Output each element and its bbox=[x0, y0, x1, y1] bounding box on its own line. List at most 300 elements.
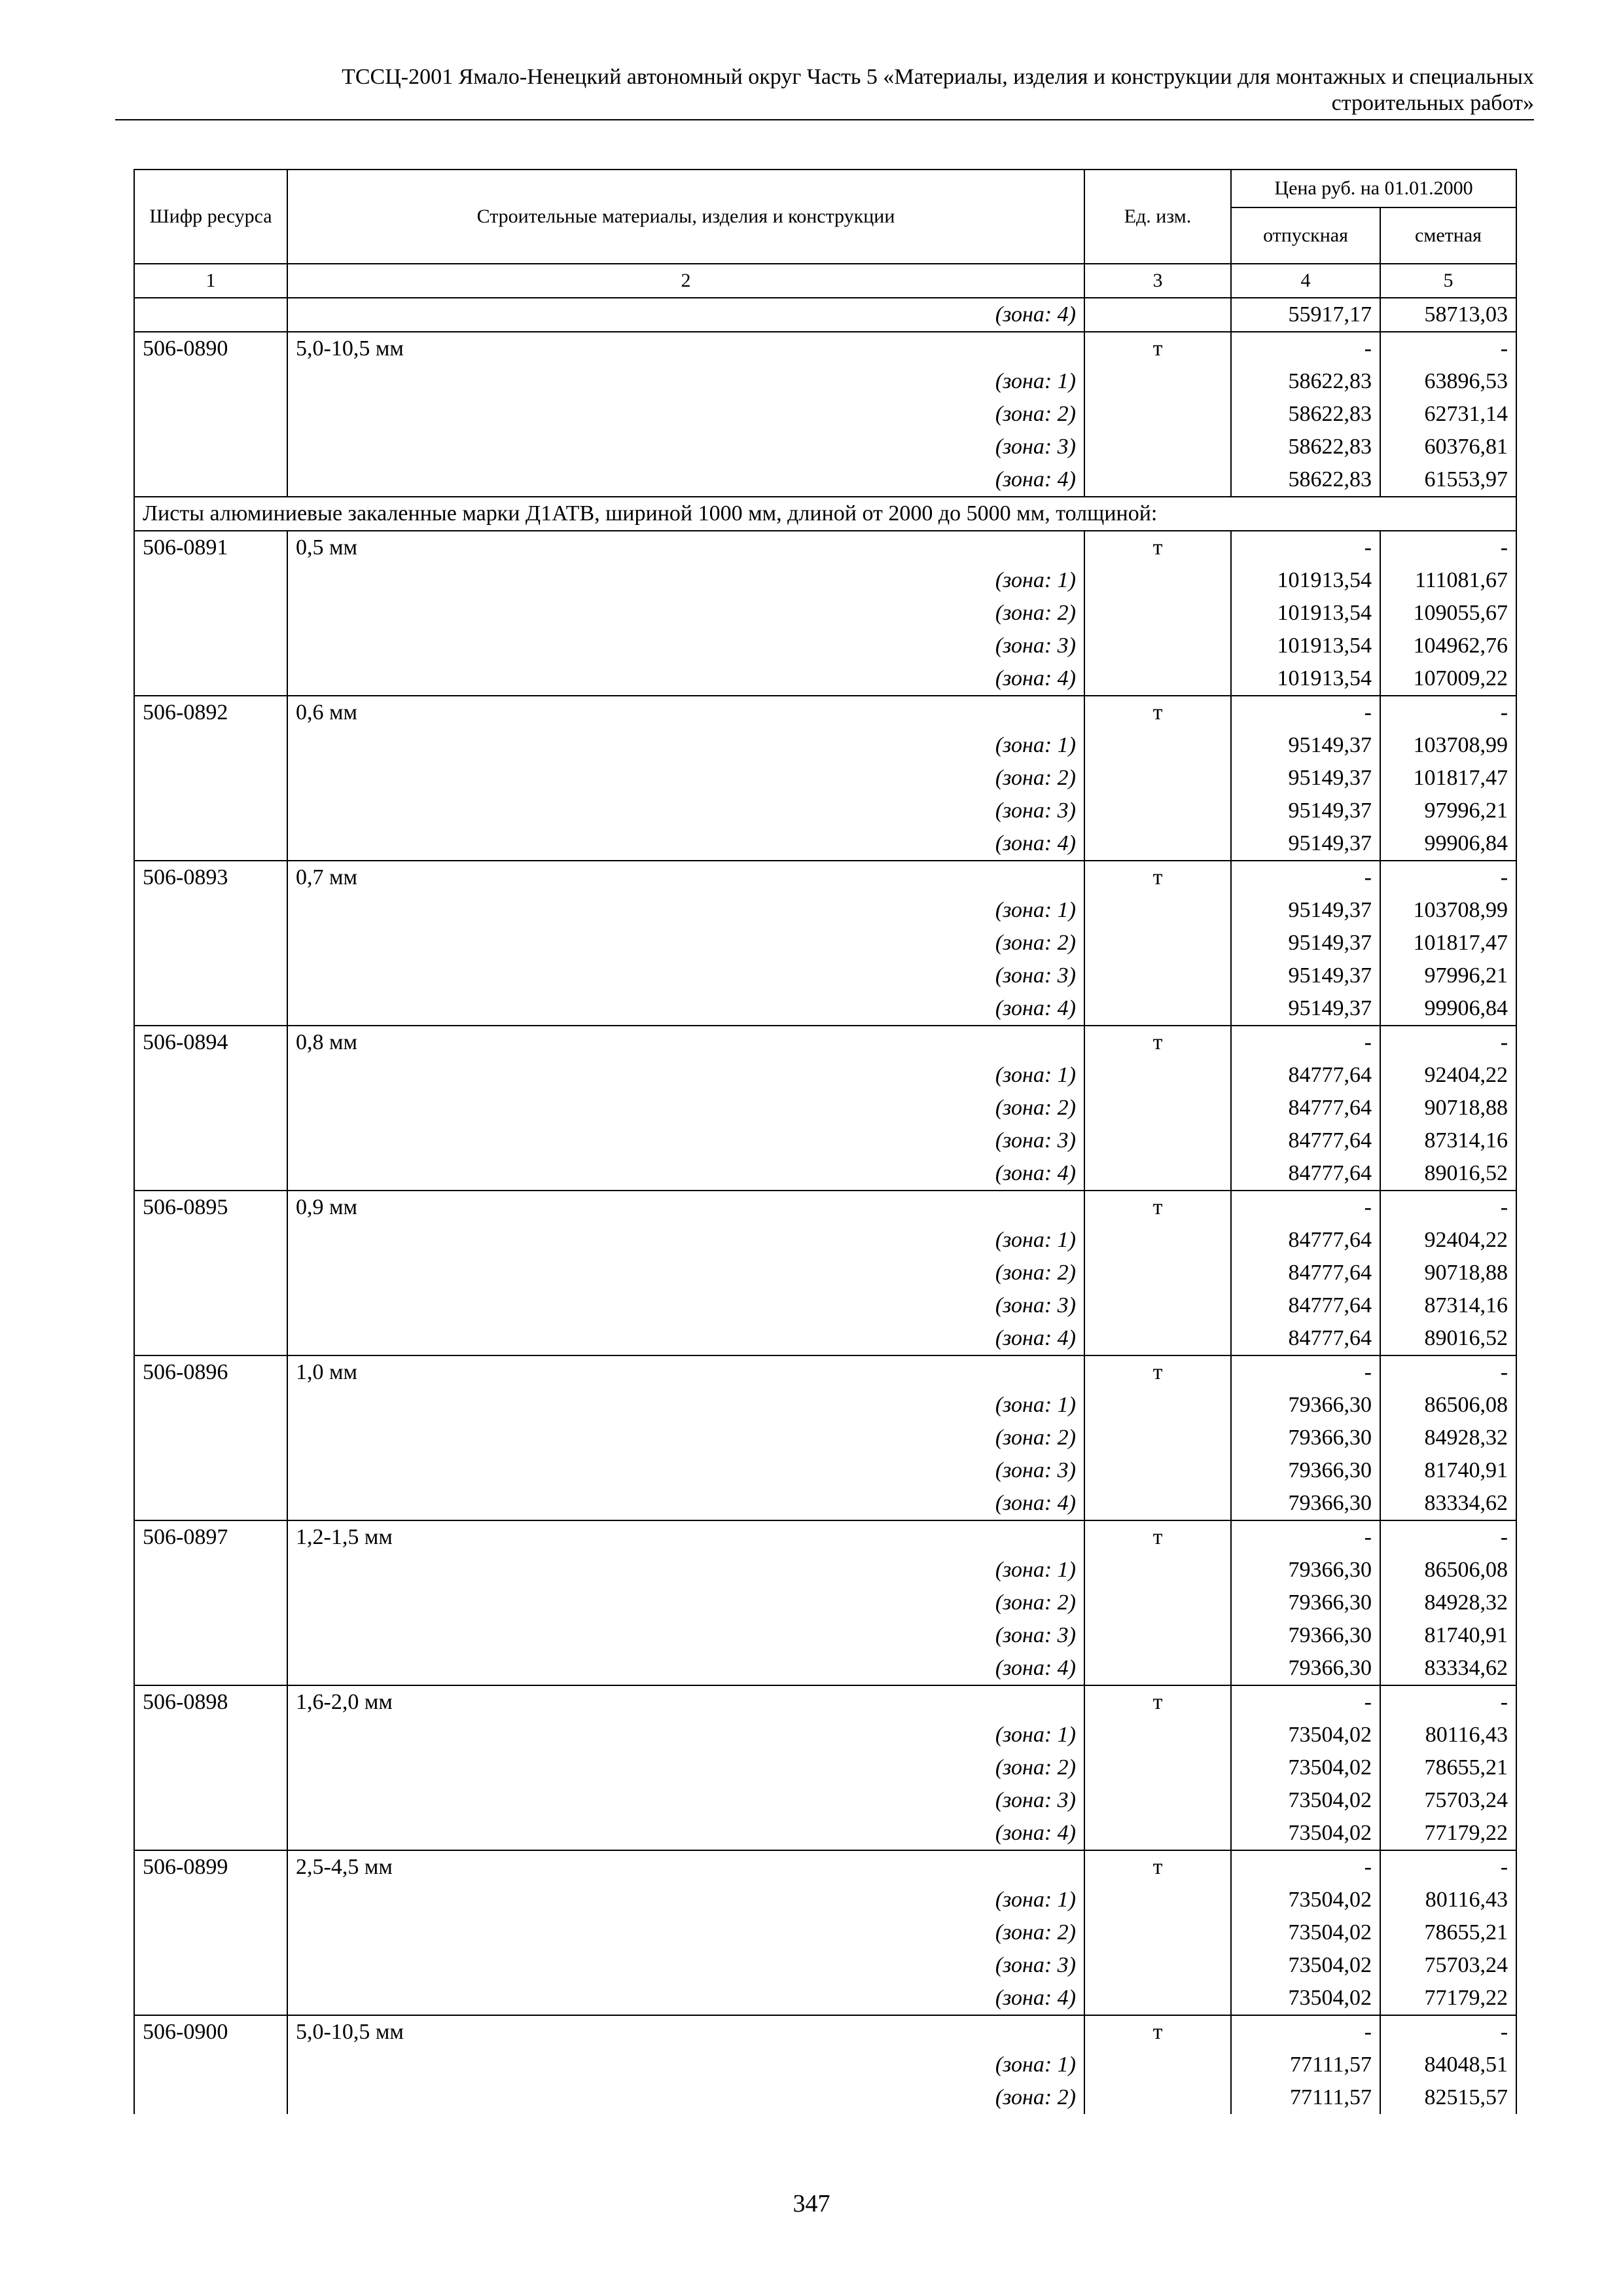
estimate-price: 84928,32 bbox=[1380, 1587, 1516, 1619]
release-price: 73504,02 bbox=[1231, 1884, 1380, 1916]
release-price: 95149,37 bbox=[1231, 795, 1380, 827]
estimate-price: 80116,43 bbox=[1380, 1884, 1516, 1916]
resource-code bbox=[134, 564, 287, 597]
zone-label: (зона: 4) bbox=[287, 1487, 1084, 1520]
estimate-price: 78655,21 bbox=[1380, 1916, 1516, 1949]
unit: т bbox=[1084, 1850, 1231, 1884]
zone-label: (зона: 4) bbox=[287, 662, 1084, 696]
estimate-price: 90718,88 bbox=[1380, 1257, 1516, 1289]
release-price: 73504,02 bbox=[1231, 1784, 1380, 1817]
table-row bbox=[134, 795, 1516, 827]
material-name: 5,0-10,5 мм bbox=[287, 2015, 1084, 2049]
table-row bbox=[134, 1124, 1516, 1157]
resource-code bbox=[134, 1587, 287, 1619]
resource-code bbox=[134, 894, 287, 927]
release-price: 73504,02 bbox=[1231, 1817, 1380, 1850]
estimate-price: - bbox=[1380, 1520, 1516, 1554]
resource-code bbox=[134, 1157, 287, 1191]
price-table bbox=[134, 169, 1517, 2114]
zone-label: (зона: 1) bbox=[287, 729, 1084, 762]
release-price: 58622,83 bbox=[1231, 463, 1380, 497]
zone-label: (зона: 4) bbox=[287, 463, 1084, 497]
unit: т bbox=[1084, 1685, 1231, 1719]
table-row bbox=[134, 1652, 1516, 1685]
zone-label: (зона: 2) bbox=[287, 1257, 1084, 1289]
zone-label: (зона: 1) bbox=[287, 1884, 1084, 1916]
resource-code bbox=[134, 398, 287, 431]
zone-label: (зона: 4) bbox=[287, 1157, 1084, 1191]
zone-label: (зона: 3) bbox=[287, 1124, 1084, 1157]
release-price: - bbox=[1231, 332, 1380, 365]
estimate-price: 104962,76 bbox=[1380, 630, 1516, 662]
release-price: 79366,30 bbox=[1231, 1652, 1380, 1685]
resource-code: 506-0892 bbox=[134, 696, 287, 729]
unit bbox=[1084, 463, 1231, 497]
estimate-price: 87314,16 bbox=[1380, 1124, 1516, 1157]
resource-code bbox=[134, 762, 287, 795]
resource-code: 506-0899 bbox=[134, 1850, 287, 1884]
zone-label: (зона: 4) bbox=[287, 1322, 1084, 1355]
release-price: 79366,30 bbox=[1231, 1554, 1380, 1587]
resource-code bbox=[134, 1619, 287, 1652]
release-price: - bbox=[1231, 1026, 1380, 1059]
release-price: 58622,83 bbox=[1231, 431, 1380, 463]
zone-label: (зона: 1) bbox=[287, 564, 1084, 597]
release-price: 95149,37 bbox=[1231, 992, 1380, 1026]
table-row bbox=[134, 1884, 1516, 1916]
resource-code: 506-0896 bbox=[134, 1355, 287, 1389]
table-row bbox=[134, 1817, 1516, 1850]
release-price: 95149,37 bbox=[1231, 762, 1380, 795]
estimate-price: 84928,32 bbox=[1380, 1422, 1516, 1454]
unit: т bbox=[1084, 1520, 1231, 1554]
resource-code: 506-0900 bbox=[134, 2015, 287, 2049]
zone-label: (зона: 2) bbox=[287, 762, 1084, 795]
material-name: 5,0-10,5 мм bbox=[287, 332, 1084, 365]
unit bbox=[1084, 795, 1231, 827]
table-row bbox=[134, 960, 1516, 992]
material-name: 0,7 мм bbox=[287, 861, 1084, 894]
unit bbox=[1084, 1751, 1231, 1784]
estimate-price: 83334,62 bbox=[1380, 1487, 1516, 1520]
release-price: 58622,83 bbox=[1231, 365, 1380, 398]
table-row bbox=[134, 1355, 1516, 1389]
table-row bbox=[134, 1587, 1516, 1619]
estimate-price: 92404,22 bbox=[1380, 1059, 1516, 1092]
material-name: 0,9 мм bbox=[287, 1191, 1084, 1224]
unit bbox=[1084, 2049, 1231, 2081]
resource-code bbox=[134, 1124, 287, 1157]
release-price: - bbox=[1231, 861, 1380, 894]
estimate-price: 75703,24 bbox=[1380, 1784, 1516, 1817]
unit bbox=[1084, 762, 1231, 795]
estimate-price: 61553,97 bbox=[1380, 463, 1516, 497]
zone-label: (зона: 1) bbox=[287, 894, 1084, 927]
resource-code bbox=[134, 960, 287, 992]
zone-label: (зона: 2) bbox=[287, 1916, 1084, 1949]
resource-code: 506-0898 bbox=[134, 1685, 287, 1719]
resource-code bbox=[134, 1224, 287, 1257]
unit bbox=[1084, 1224, 1231, 1257]
estimate-price: - bbox=[1380, 1685, 1516, 1719]
estimate-price: - bbox=[1380, 2015, 1516, 2049]
section-row bbox=[134, 497, 1516, 531]
unit: т bbox=[1084, 696, 1231, 729]
table-row bbox=[134, 1751, 1516, 1784]
estimate-price: 86506,08 bbox=[1380, 1554, 1516, 1587]
resource-code bbox=[134, 298, 287, 332]
table-row bbox=[134, 1026, 1516, 1059]
zone-label: (зона: 3) bbox=[287, 1289, 1084, 1322]
unit: т bbox=[1084, 2015, 1231, 2049]
unit bbox=[1084, 992, 1231, 1026]
estimate-price: - bbox=[1380, 1850, 1516, 1884]
table-row bbox=[134, 762, 1516, 795]
unit bbox=[1084, 662, 1231, 696]
unit bbox=[1084, 827, 1231, 861]
resource-code bbox=[134, 1982, 287, 2015]
unit: т bbox=[1084, 1355, 1231, 1389]
material-name: 1,0 мм bbox=[287, 1355, 1084, 1389]
estimate-price: 81740,91 bbox=[1380, 1619, 1516, 1652]
estimate-price: - bbox=[1380, 332, 1516, 365]
table-row bbox=[134, 564, 1516, 597]
resource-code bbox=[134, 927, 287, 960]
estimate-price: 97996,21 bbox=[1380, 960, 1516, 992]
table-row bbox=[134, 1784, 1516, 1817]
zone-label: (зона: 3) bbox=[287, 960, 1084, 992]
estimate-price: 80116,43 bbox=[1380, 1719, 1516, 1751]
col-header-unit: Ед. изм. bbox=[1084, 170, 1231, 264]
table-row bbox=[134, 1619, 1516, 1652]
release-price: - bbox=[1231, 1520, 1380, 1554]
release-price: 79366,30 bbox=[1231, 1487, 1380, 1520]
release-price: 95149,37 bbox=[1231, 729, 1380, 762]
table-row bbox=[134, 1685, 1516, 1719]
estimate-price: 78655,21 bbox=[1380, 1751, 1516, 1784]
estimate-price: 99906,84 bbox=[1380, 992, 1516, 1026]
resource-code: 506-0893 bbox=[134, 861, 287, 894]
zone-label: (зона: 4) bbox=[287, 1652, 1084, 1685]
unit bbox=[1084, 2081, 1231, 2114]
resource-code: 506-0890 bbox=[134, 332, 287, 365]
unit bbox=[1084, 1257, 1231, 1289]
release-price: 73504,02 bbox=[1231, 1916, 1380, 1949]
zone-label: (зона: 1) bbox=[287, 1389, 1084, 1422]
unit bbox=[1084, 1784, 1231, 1817]
table-row bbox=[134, 1520, 1516, 1554]
unit: т bbox=[1084, 531, 1231, 564]
release-price: 84777,64 bbox=[1231, 1224, 1380, 1257]
zone-label: (зона: 2) bbox=[287, 1751, 1084, 1784]
unit bbox=[1084, 729, 1231, 762]
table-row bbox=[134, 2049, 1516, 2081]
material-name: 2,5-4,5 мм bbox=[287, 1850, 1084, 1884]
release-price: 79366,30 bbox=[1231, 1587, 1380, 1619]
header-rule bbox=[115, 119, 1534, 120]
resource-code bbox=[134, 729, 287, 762]
resource-code bbox=[134, 431, 287, 463]
estimate-price: 99906,84 bbox=[1380, 827, 1516, 861]
unit bbox=[1084, 1587, 1231, 1619]
material-name: 1,2-1,5 мм bbox=[287, 1520, 1084, 1554]
table-row bbox=[134, 1191, 1516, 1224]
page-number: 347 bbox=[793, 2190, 830, 2217]
release-price: 79366,30 bbox=[1231, 1422, 1380, 1454]
table-row bbox=[134, 398, 1516, 431]
resource-code bbox=[134, 1949, 287, 1982]
unit bbox=[1084, 1092, 1231, 1124]
release-price: 84777,64 bbox=[1231, 1289, 1380, 1322]
zone-label: (зона: 1) bbox=[287, 1554, 1084, 1587]
unit bbox=[1084, 1322, 1231, 1355]
col-header-code: Шифр ресурса bbox=[134, 170, 287, 264]
table-row bbox=[134, 431, 1516, 463]
zone-label: (зона: 4) bbox=[287, 1817, 1084, 1850]
table-row bbox=[134, 1059, 1516, 1092]
release-price: 79366,30 bbox=[1231, 1619, 1380, 1652]
estimate-price: - bbox=[1380, 696, 1516, 729]
unit bbox=[1084, 597, 1231, 630]
estimate-price: 109055,67 bbox=[1380, 597, 1516, 630]
table-row bbox=[134, 1949, 1516, 1982]
zone-label: (зона: 1) bbox=[287, 1224, 1084, 1257]
unit bbox=[1084, 1124, 1231, 1157]
release-price: 73504,02 bbox=[1231, 1719, 1380, 1751]
table-row bbox=[134, 1157, 1516, 1191]
estimate-price: 75703,24 bbox=[1380, 1949, 1516, 1982]
col-header-estimate: сметная bbox=[1380, 207, 1516, 264]
resource-code: 506-0895 bbox=[134, 1191, 287, 1224]
table-row bbox=[134, 298, 1516, 332]
table-row bbox=[134, 2081, 1516, 2114]
table-row bbox=[134, 1224, 1516, 1257]
zone-label: (зона: 3) bbox=[287, 1949, 1084, 1982]
release-price: - bbox=[1231, 2015, 1380, 2049]
resource-code bbox=[134, 992, 287, 1026]
resource-code bbox=[134, 630, 287, 662]
zone-label: (зона: 3) bbox=[287, 1619, 1084, 1652]
zone-label: (зона: 3) bbox=[287, 1784, 1084, 1817]
material-name: 0,5 мм bbox=[287, 531, 1084, 564]
unit bbox=[1084, 431, 1231, 463]
release-price: 101913,54 bbox=[1231, 662, 1380, 696]
unit: т bbox=[1084, 332, 1231, 365]
table-row bbox=[134, 1389, 1516, 1422]
resource-code bbox=[134, 1884, 287, 1916]
release-price: 95149,37 bbox=[1231, 827, 1380, 861]
unit bbox=[1084, 1982, 1231, 2015]
estimate-price: 82515,57 bbox=[1380, 2081, 1516, 2114]
resource-code bbox=[134, 1092, 287, 1124]
release-price: 84777,64 bbox=[1231, 1059, 1380, 1092]
table-row bbox=[134, 1422, 1516, 1454]
running-header bbox=[115, 64, 1534, 117]
release-price: 79366,30 bbox=[1231, 1389, 1380, 1422]
unit bbox=[1084, 1719, 1231, 1751]
estimate-price: 103708,99 bbox=[1380, 894, 1516, 927]
col-number: 2 bbox=[287, 264, 1084, 298]
resource-code: 506-0891 bbox=[134, 531, 287, 564]
resource-code bbox=[134, 1817, 287, 1850]
resource-code bbox=[134, 2049, 287, 2081]
resource-code bbox=[134, 597, 287, 630]
unit bbox=[1084, 1389, 1231, 1422]
zone-label: (зона: 1) bbox=[287, 1719, 1084, 1751]
table-row bbox=[134, 365, 1516, 398]
table-row bbox=[134, 1289, 1516, 1322]
table-row bbox=[134, 662, 1516, 696]
release-price: 95149,37 bbox=[1231, 927, 1380, 960]
zone-label: (зона: 2) bbox=[287, 1587, 1084, 1619]
release-price: 84777,64 bbox=[1231, 1157, 1380, 1191]
release-price: 79366,30 bbox=[1231, 1454, 1380, 1487]
estimate-price: 89016,52 bbox=[1380, 1157, 1516, 1191]
col-header-release: отпускная bbox=[1231, 207, 1380, 264]
zone-label: (зона: 2) bbox=[287, 927, 1084, 960]
zone-label: (зона: 1) bbox=[287, 2049, 1084, 2081]
release-price: 77111,57 bbox=[1231, 2049, 1380, 2081]
unit bbox=[1084, 1487, 1231, 1520]
estimate-price: - bbox=[1380, 531, 1516, 564]
release-price: 84777,64 bbox=[1231, 1092, 1380, 1124]
estimate-price: 89016,52 bbox=[1380, 1322, 1516, 1355]
table-row bbox=[134, 630, 1516, 662]
resource-code: 506-0897 bbox=[134, 1520, 287, 1554]
resource-code bbox=[134, 1059, 287, 1092]
table-row bbox=[134, 597, 1516, 630]
release-price: 84777,64 bbox=[1231, 1257, 1380, 1289]
release-price: 77111,57 bbox=[1231, 2081, 1380, 2114]
estimate-price: 97996,21 bbox=[1380, 795, 1516, 827]
zone-label: (зона: 3) bbox=[287, 431, 1084, 463]
release-price: - bbox=[1231, 1850, 1380, 1884]
release-price: - bbox=[1231, 696, 1380, 729]
col-header-price: Цена руб. на 01.01.2000 bbox=[1231, 170, 1516, 207]
material-name: 1,6-2,0 мм bbox=[287, 1685, 1084, 1719]
zone-label: (зона: 1) bbox=[287, 1059, 1084, 1092]
col-number: 4 bbox=[1231, 264, 1380, 298]
resource-code bbox=[134, 1554, 287, 1587]
estimate-price: - bbox=[1380, 1191, 1516, 1224]
estimate-price: 101817,47 bbox=[1380, 762, 1516, 795]
estimate-price: 111081,67 bbox=[1380, 564, 1516, 597]
resource-code bbox=[134, 1487, 287, 1520]
resource-code bbox=[134, 1422, 287, 1454]
table-row bbox=[134, 1487, 1516, 1520]
release-price: - bbox=[1231, 531, 1380, 564]
estimate-price: 77179,22 bbox=[1380, 1817, 1516, 1850]
col-number: 3 bbox=[1084, 264, 1231, 298]
unit bbox=[1084, 1554, 1231, 1587]
release-price: 95149,37 bbox=[1231, 960, 1380, 992]
estimate-price: 101817,47 bbox=[1380, 927, 1516, 960]
release-price: - bbox=[1231, 1191, 1380, 1224]
table-row bbox=[134, 827, 1516, 861]
release-price: 55917,17 bbox=[1231, 298, 1380, 332]
zone-label: (зона: 3) bbox=[287, 1454, 1084, 1487]
zone-label: (зона: 4) bbox=[287, 827, 1084, 861]
material-name: 0,8 мм bbox=[287, 1026, 1084, 1059]
estimate-price: 92404,22 bbox=[1380, 1224, 1516, 1257]
resource-code bbox=[134, 1916, 287, 1949]
estimate-price: 81740,91 bbox=[1380, 1454, 1516, 1487]
table-row bbox=[134, 1850, 1516, 1884]
table-row bbox=[134, 1719, 1516, 1751]
estimate-price: 107009,22 bbox=[1380, 662, 1516, 696]
estimate-price: - bbox=[1380, 1355, 1516, 1389]
resource-code bbox=[134, 1257, 287, 1289]
resource-code bbox=[134, 1784, 287, 1817]
release-price: 73504,02 bbox=[1231, 1949, 1380, 1982]
unit bbox=[1084, 1157, 1231, 1191]
table-row bbox=[134, 1916, 1516, 1949]
unit bbox=[1084, 1289, 1231, 1322]
unit bbox=[1084, 1884, 1231, 1916]
table-row bbox=[134, 531, 1516, 564]
unit bbox=[1084, 1652, 1231, 1685]
resource-code bbox=[134, 1289, 287, 1322]
zone-label: (зона: 2) bbox=[287, 398, 1084, 431]
zone-label: (зона: 2) bbox=[287, 2081, 1084, 2114]
resource-code bbox=[134, 662, 287, 696]
release-price: 101913,54 bbox=[1231, 630, 1380, 662]
estimate-price: 58713,03 bbox=[1380, 298, 1516, 332]
release-price: 84777,64 bbox=[1231, 1322, 1380, 1355]
table-row bbox=[134, 894, 1516, 927]
resource-code bbox=[134, 365, 287, 398]
table-row bbox=[134, 992, 1516, 1026]
zone-label: (зона: 4) bbox=[287, 992, 1084, 1026]
table-body bbox=[134, 298, 1516, 2114]
unit bbox=[1084, 1422, 1231, 1454]
release-price: - bbox=[1231, 1355, 1380, 1389]
resource-code bbox=[134, 1652, 287, 1685]
unit bbox=[1084, 564, 1231, 597]
resource-code bbox=[134, 795, 287, 827]
release-price: 84777,64 bbox=[1231, 1124, 1380, 1157]
unit: т bbox=[1084, 1026, 1231, 1059]
estimate-price: - bbox=[1380, 861, 1516, 894]
resource-code bbox=[134, 1322, 287, 1355]
unit bbox=[1084, 894, 1231, 927]
table-row bbox=[134, 332, 1516, 365]
zone-label: (зона: 4) bbox=[287, 298, 1084, 332]
col-number: 1 bbox=[134, 264, 287, 298]
estimate-price: 63896,53 bbox=[1380, 365, 1516, 398]
resource-code bbox=[134, 2081, 287, 2114]
zone-label: (зона: 2) bbox=[287, 1422, 1084, 1454]
estimate-price: 84048,51 bbox=[1380, 2049, 1516, 2081]
table-row bbox=[134, 1322, 1516, 1355]
release-price: 58622,83 bbox=[1231, 398, 1380, 431]
estimate-price: 77179,22 bbox=[1380, 1982, 1516, 2015]
resource-code bbox=[134, 1751, 287, 1784]
unit bbox=[1084, 1059, 1231, 1092]
unit bbox=[1084, 1949, 1231, 1982]
zone-label: (зона: 3) bbox=[287, 795, 1084, 827]
section-title: Листы алюминиевые закаленные марки Д1АТВ, шириной 1000 мм, длиной от 2000 до 5000 мм, толщиной: bbox=[134, 497, 1516, 531]
estimate-price: 83334,62 bbox=[1380, 1652, 1516, 1685]
unit: т bbox=[1084, 1191, 1231, 1224]
estimate-price: 90718,88 bbox=[1380, 1092, 1516, 1124]
zone-label: (зона: 2) bbox=[287, 597, 1084, 630]
release-price: 101913,54 bbox=[1231, 597, 1380, 630]
unit bbox=[1084, 960, 1231, 992]
estimate-price: 60376,81 bbox=[1380, 431, 1516, 463]
release-price: 73504,02 bbox=[1231, 1982, 1380, 2015]
unit bbox=[1084, 298, 1231, 332]
